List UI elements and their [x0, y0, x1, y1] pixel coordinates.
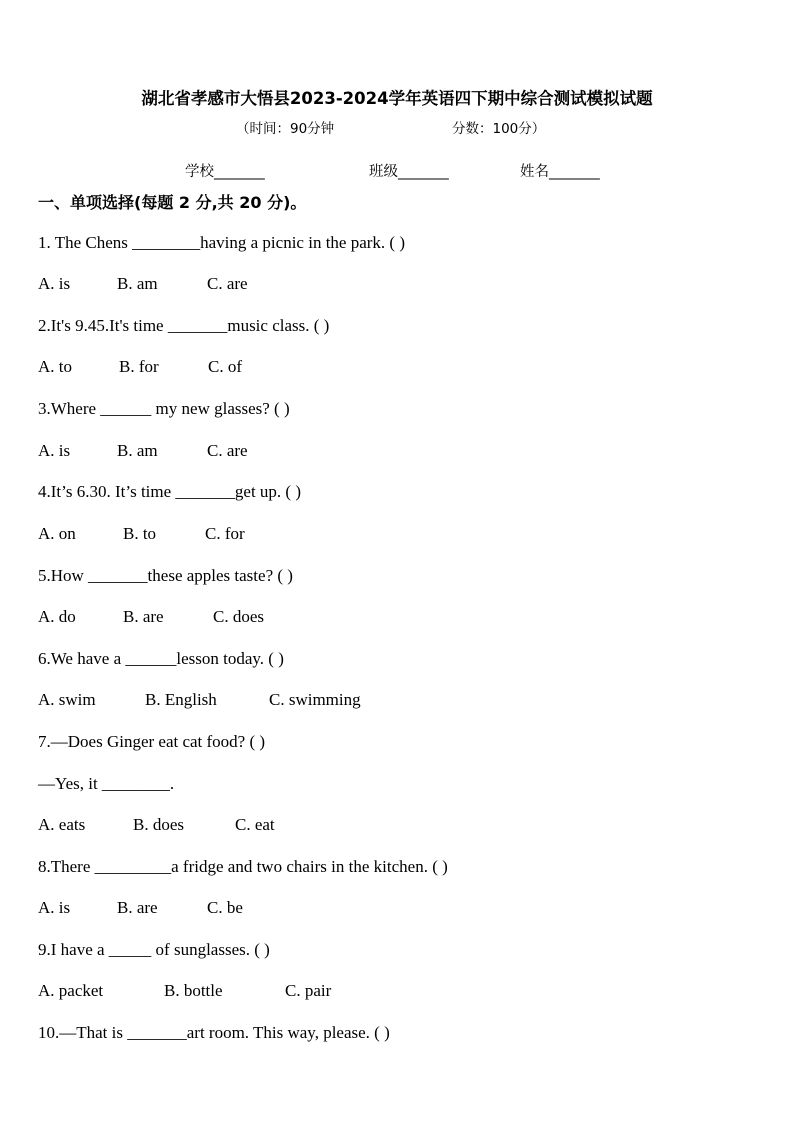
question-6-option-a: A. swim — [38, 690, 96, 709]
question-4-option-b: B. to — [123, 524, 157, 543]
question-2-option-b: B. for — [119, 357, 159, 376]
question-5-option-b: B. are — [123, 607, 164, 626]
question-8-option-a: A. is — [38, 898, 71, 917]
score-info: 分数：100分） — [452, 121, 546, 137]
question-6-option-c: C. swimming — [269, 690, 361, 709]
question-8-option-b: B. are — [117, 898, 158, 917]
question-3-option-a: A. is — [38, 441, 71, 460]
question-6-stem: 6.We have a ______lesson today. ( ) — [38, 649, 284, 668]
name-field-label: 姓名_______ — [520, 164, 600, 180]
question-6-option-b: B. English — [145, 690, 217, 709]
question-1-stem: 1. The Chens ________having a picnic in the park. ( ) — [38, 233, 405, 252]
question-3-option-b: B. am — [117, 441, 158, 460]
question-9-stem: 9.I have a _____ of sunglasses. ( ) — [38, 940, 270, 959]
question-7-option-b: B. does — [133, 815, 184, 834]
question-1-option-c: C. are — [207, 274, 248, 293]
question-4-option-a: A. on — [38, 524, 76, 543]
school-field-label: 学校_______ — [185, 164, 265, 180]
question-5-option-c: C. does — [213, 607, 264, 626]
question-7-answer-line: —Yes, it ________. — [38, 774, 175, 793]
question-8-option-c: C. be — [207, 898, 243, 917]
question-10-stem: 10.—That is _______art room. This way, please. ( ) — [38, 1023, 390, 1042]
question-1-option-b: B. am — [117, 274, 158, 293]
question-3-stem: 3.Where ______ my new glasses? ( ) — [38, 399, 290, 418]
question-1-option-a: A. is — [38, 274, 71, 293]
question-7-option-c: C. eat — [235, 815, 275, 834]
question-4-stem: 4.It’s 6.30. It’s time _______get up. ( ) — [38, 482, 302, 501]
question-5-stem: 5.How _______these apples taste? ( ) — [38, 566, 293, 585]
question-9-option-c: C. pair — [285, 981, 332, 1000]
question-5-option-a: A. do — [38, 607, 76, 626]
class-field-label: 班级_______ — [369, 164, 449, 180]
time-info: （时间：90分钟 — [236, 121, 335, 137]
question-9-option-b: B. bottle — [164, 981, 223, 1000]
section-heading: 一、单项选择(每题 2 分,共 20 分)。 — [38, 193, 307, 212]
question-7-option-a: A. eats — [38, 815, 86, 834]
question-3-option-c: C. are — [207, 441, 248, 460]
question-4-option-c: C. for — [205, 524, 245, 543]
question-8-stem: 8.There _________a fridge and two chairs in the kitchen. ( ) — [38, 857, 448, 876]
question-2-option-c: C. of — [208, 357, 242, 376]
question-7-stem: 7.—Does Ginger eat cat food? ( ) — [38, 732, 266, 751]
question-2-option-a: A. to — [38, 357, 72, 376]
page-title: 湖北省孝感市大悟县2023-2024学年英语四下期中综合测试模拟试题 — [141, 89, 653, 108]
question-9-option-a: A. packet — [38, 981, 104, 1000]
question-2-stem: 2.It's 9.45.It's time _______music class. ( ) — [38, 316, 330, 335]
